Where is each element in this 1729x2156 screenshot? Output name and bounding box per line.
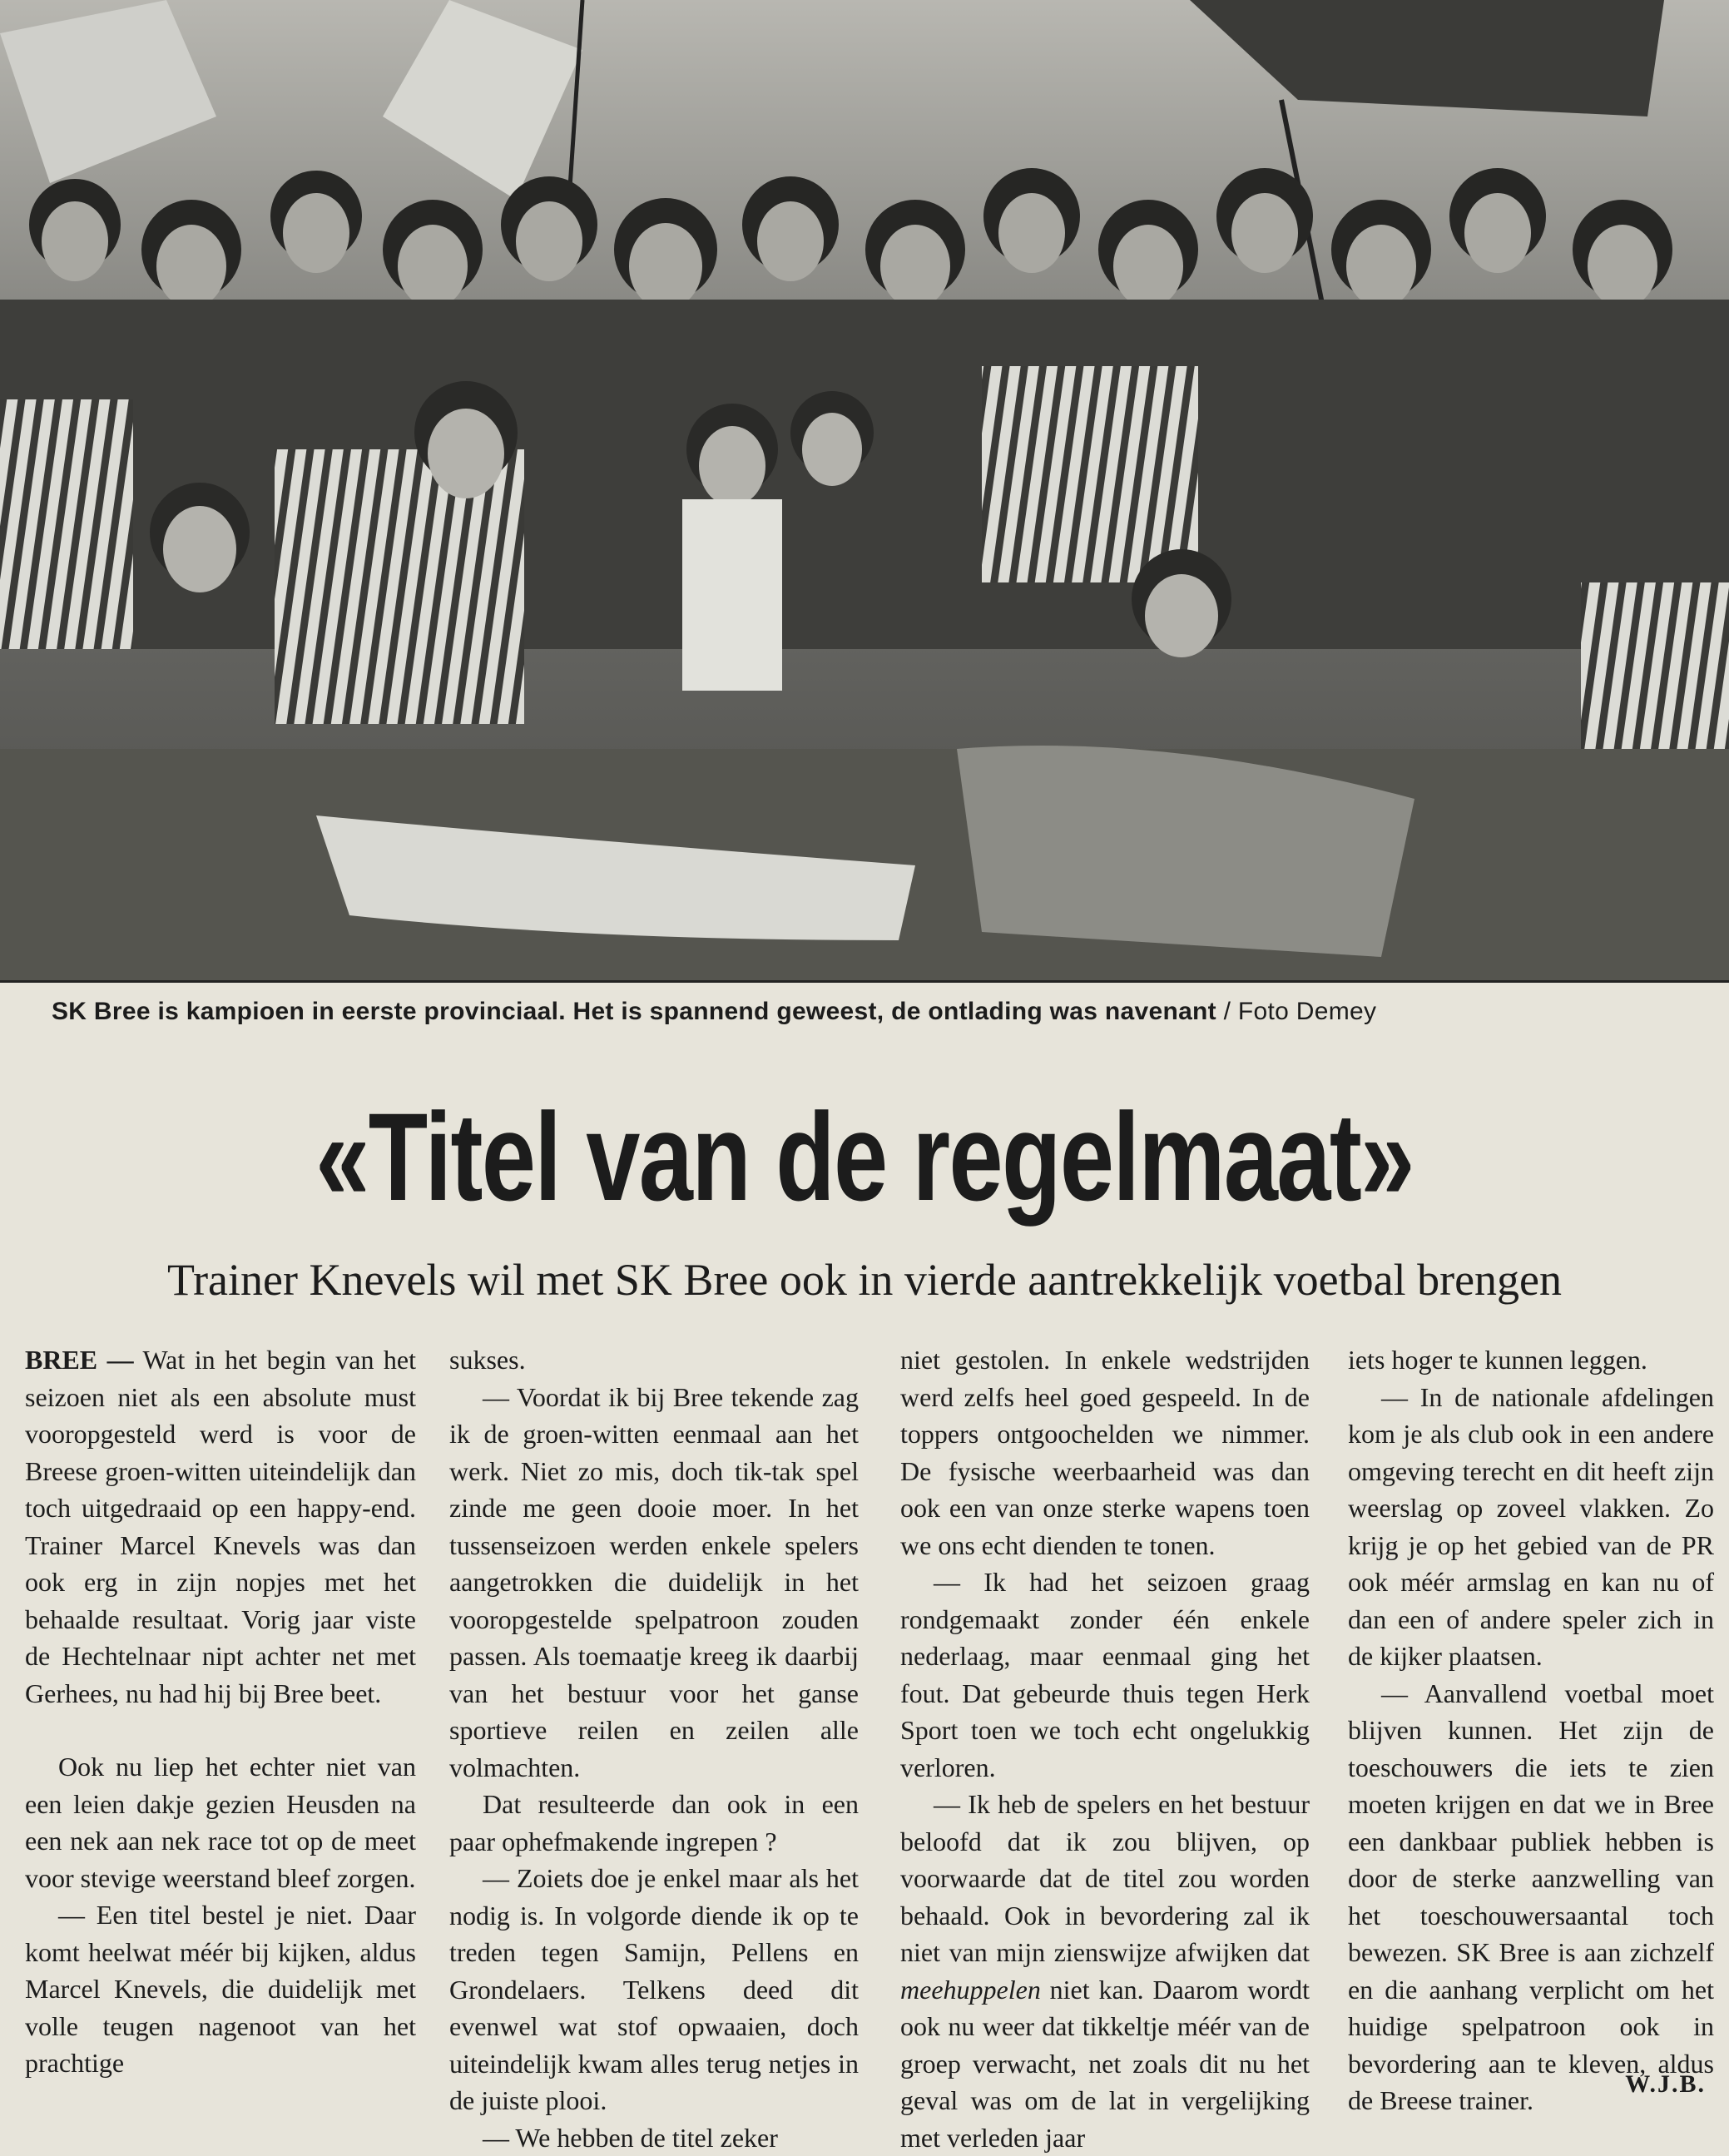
photo-caption (52, 990, 1699, 1033)
paragraph: — Ik had het seizoen graag rondgemaakt zonder één enkele nederlaag, maar eenmaal ging het fout. Dat gebeurde thuis tegen Herk Sport toen we toch echt ongelukkig verloren. (900, 1564, 1310, 1786)
article-column-4 (1348, 1341, 1714, 2119)
article-column-1 (25, 1341, 416, 2082)
photo-credit: / Foto Demey (1224, 998, 1377, 1025)
paragraph: sukses. (449, 1341, 859, 1379)
news-photo (0, 0, 1729, 980)
paragraph: — Aanvallend voetbal moet blijven kunnen. Het zijn de toeschouwers die iets te zien moeten krijgen en dat we in Bree een dankbaar publiek hebben is door de sterke aanzwelling van het toeschouwersaantal toch bewezen. SK Bree is aan zichzelf en die aanhang verplicht om het huidige spelpatroon ook in bevordering aan te kleven, aldus de Breese trainer. (1348, 1675, 1714, 2119)
paragraph: — Voordat ik bij Bree tekende zag ik de groen-witten eenmaal aan het werk. Niet zo mis, doch tik-tak spel zinde me geen dooie moer. In het tussenseizoen werden enkele spelers aangetrokken die duidelijk in het vooropgestelde spelpatroon zouden passen. Als toemaatje kreeg ik daarbij van het bestuur voor het ganse sportieve reilen en zeilen alle volmachten. (449, 1379, 859, 1787)
emphasis-text: meehuppelen (900, 1975, 1041, 2005)
paragraph: niet gestolen. In enkele wedstrijden werd zelfs heel goed gespeeld. In de toppers ontgoochelden we nimmer. De fysische weerbaarheid was dan ook een van onze sterke wapens toen we ons echt dienden te tonen. (900, 1341, 1310, 1564)
dateline: BREE — (25, 1345, 134, 1375)
paragraph (900, 1786, 1310, 2156)
paragraph: iets hoger te kunnen leggen. (1348, 1341, 1714, 1379)
paragraph: Dat resulteerde dan ook in een paar ophefmakende ingrepen ? (449, 1786, 859, 1860)
article-column-2 (449, 1341, 859, 2156)
paragraph: — We hebben de titel zeker (449, 2119, 859, 2156)
crowd-photo-icon (0, 0, 1729, 980)
paragraph (25, 1341, 416, 1712)
paragraph: Ook nu liep het echter niet van een leien dakje gezien Heusden na een nek aan nek race tot op de meet voor stevige weerstand bleef zorgen. (25, 1748, 416, 1896)
paragraph: — Zoiets doe je enkel maar als het nodig is. In volgorde diende ik op te treden tegen Samijn, Pellens en Grondelaers. Telkens deed dit evenwel wat stof opwaaien, doch uiteindelijk kwam alles terug netjes in de juiste plooi. (449, 1860, 859, 2119)
paragraph-text: — Ik heb de spelers en het bestuur beloofd dat ik zou blijven, op voorwaarde dat de titel zou worden behaald. Ook in bevordering zal ik niet van mijn zienswijze afwijken dat (900, 1789, 1310, 1967)
paragraph: — Een titel bestel je niet. Daar komt heelwat méér bij kijken, aldus Marcel Knevels, die duidelijk met volle teugen nagenoot van het prachtige (25, 1896, 416, 2082)
headline: «Titel van de regelmaat» (200, 1073, 1530, 1240)
paragraph-text: niet kan. Daarom wordt ook nu weer dat tikkeltje méér van de groep verwacht, net zoals dit nu het geval was om de lat in vergelijking met verleden jaar (900, 1975, 1310, 2153)
paragraph: — In de nationale afdelingen kom je als club ook in een andere omgeving terecht en dit heeft zijn weerslag op zoveel vlakken. Zo krijg je op het gebied van de PR ook méér armslag en kan nu of dan een of andere speler zich in de kijker plaatsen. (1348, 1379, 1714, 1675)
paragraph-text: Wat in het begin van het seizoen niet als een absolute must vooropgesteld werd is voor de Breese groen-witten uiteindelijk dan toch uitgedraaid op een happy-end. Trainer Marcel Knevels was dan ook erg in zijn nopjes met het behaalde resultaat. Vorig jaar viste de Hechtelnaar nipt achter net met Gerhees, nu had hij bij Bree beet. (25, 1345, 416, 1708)
article-column-3 (900, 1341, 1310, 2156)
subheadline: Trainer Knevels wil met SK Bree ook in vierde aantrekkelijk voetbal brengen (12, 1247, 1717, 1313)
author-signature: W.J.B. (1581, 2070, 1706, 2099)
caption-text: SK Bree is kampioen in eerste provinciaal. Het is spannend geweest, de ontlading was navenant (52, 998, 1216, 1025)
photo-bottom-rule (0, 980, 1729, 983)
